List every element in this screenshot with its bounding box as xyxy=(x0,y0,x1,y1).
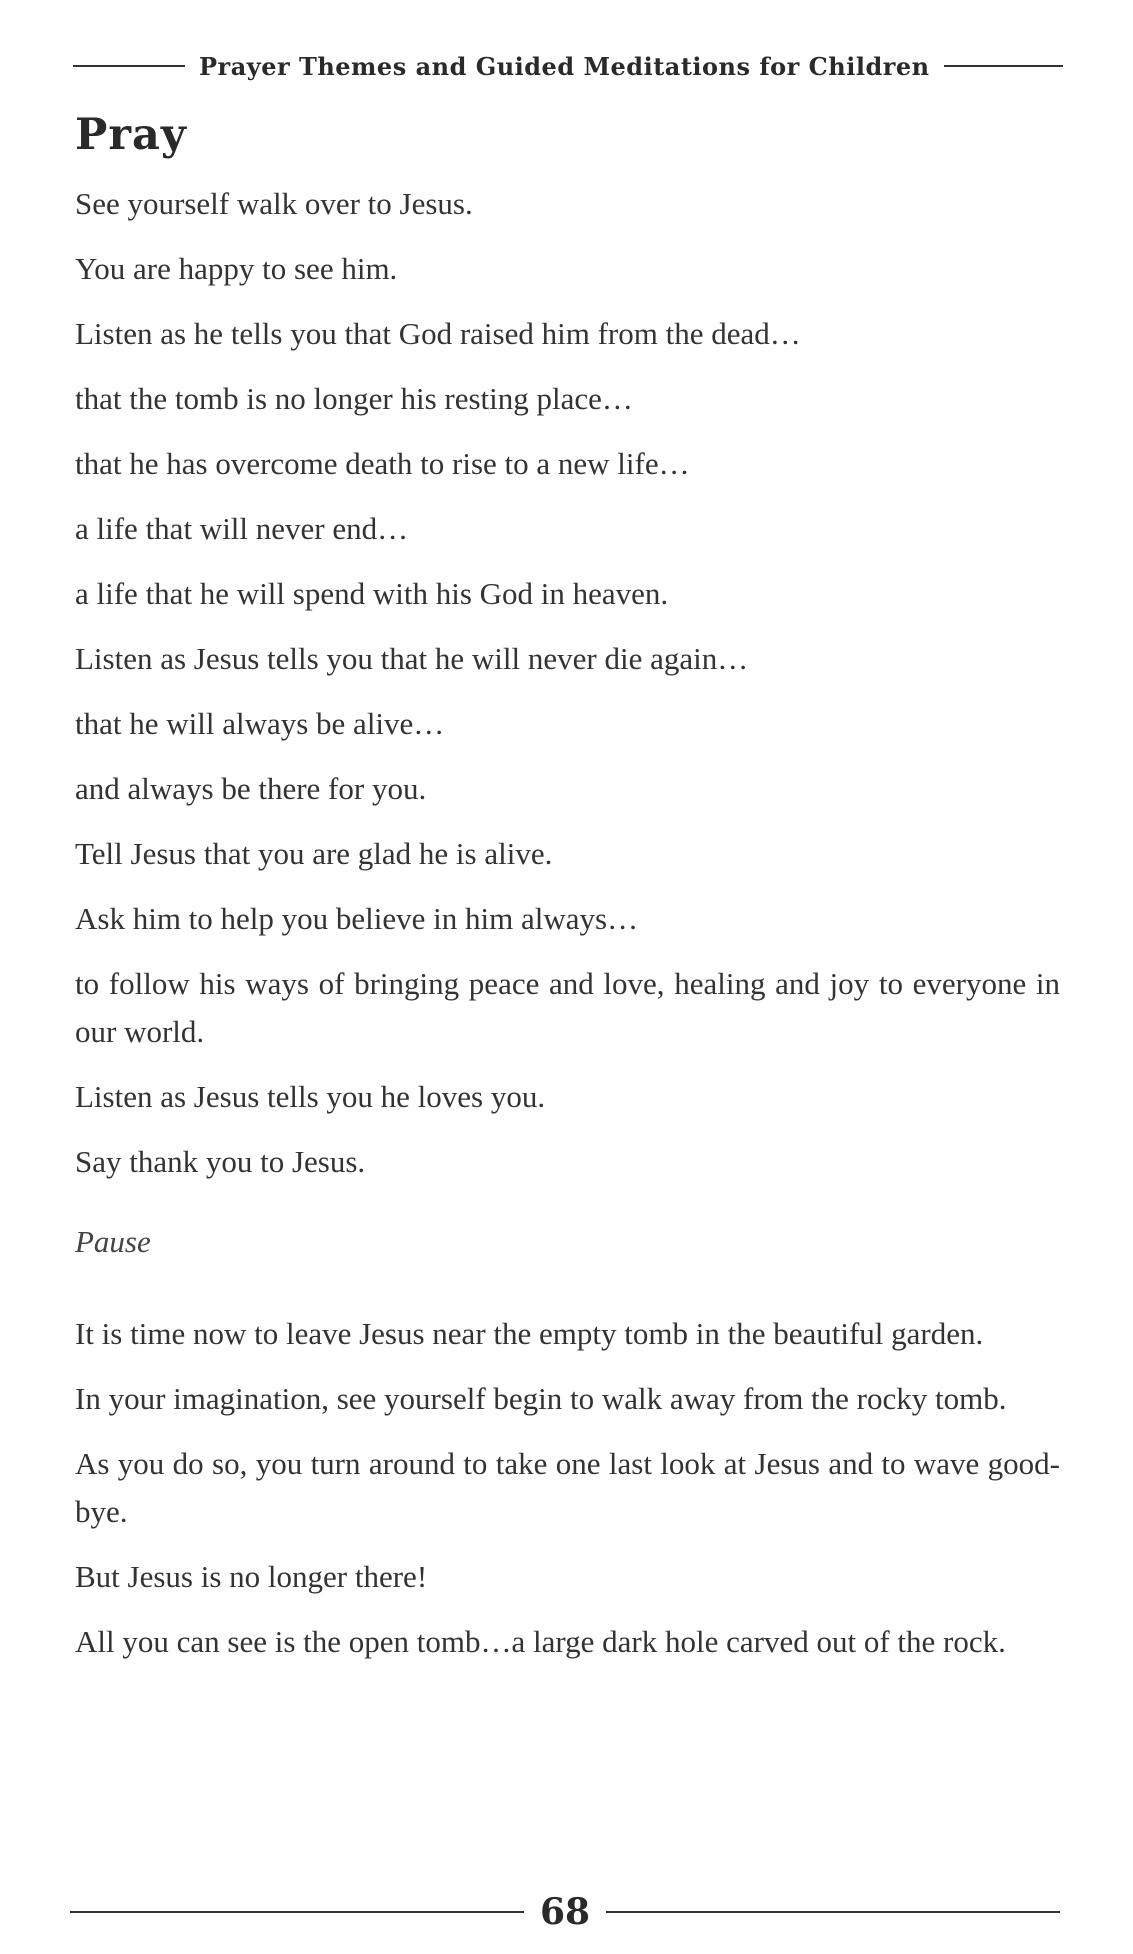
paragraph: You are happy to see him. xyxy=(75,251,398,286)
paragraph: and always be there for you. xyxy=(75,771,427,806)
paragraph: But Jesus is no longer there! xyxy=(75,1559,428,1594)
page-number: 68 xyxy=(539,1891,591,1933)
paragraph: that he has overcome death to rise to a new life… xyxy=(75,446,690,481)
paragraph: Tell Jesus that you are glad he is alive. xyxy=(75,836,553,871)
paragraph: All you can see is the open tomb…a large dark hole carved out of the rock. xyxy=(75,1624,1006,1659)
paragraph: As you do so, you turn around to take one last look at Jesus and to wave good-bye. xyxy=(75,1446,1060,1529)
running-header xyxy=(73,48,1063,84)
paragraph: that the tomb is no longer his resting place… xyxy=(75,381,633,416)
paragraph: that he will always be alive… xyxy=(75,706,445,741)
running-title: Prayer Themes and Guided Meditations for Children xyxy=(199,51,930,81)
header-rule-right xyxy=(944,65,1063,67)
page-footer xyxy=(70,1890,1060,1934)
meditation-text xyxy=(75,180,1060,1683)
paragraph: a life that he will spend with his God in heaven. xyxy=(75,576,669,611)
paragraph: Say thank you to Jesus. xyxy=(75,1144,366,1179)
header-rule-left xyxy=(73,65,185,67)
paragraph: Listen as Jesus tells you that he will never die again… xyxy=(75,641,749,676)
paragraph: a life that will never end… xyxy=(75,511,409,546)
paragraph: to follow his ways of bringing peace and love, healing and joy to everyone in our world. xyxy=(75,966,1060,1049)
footer-rule-left xyxy=(70,1911,524,1913)
section-title: Pray xyxy=(75,110,187,160)
paragraph: Listen as he tells you that God raised him from the dead… xyxy=(75,316,801,351)
paragraph: In your imagination, see yourself begin to walk away from the rocky tomb. xyxy=(75,1381,1007,1416)
paragraph: Ask him to help you believe in him always… xyxy=(75,901,639,936)
pause-instruction: Pause xyxy=(75,1224,151,1259)
paragraph: Listen as Jesus tells you he loves you. xyxy=(75,1079,546,1114)
paragraph: See yourself walk over to Jesus. xyxy=(75,186,473,221)
paragraph: It is time now to leave Jesus near the empty tomb in the beautiful garden. xyxy=(75,1316,984,1351)
footer-rule-right xyxy=(606,1911,1060,1913)
